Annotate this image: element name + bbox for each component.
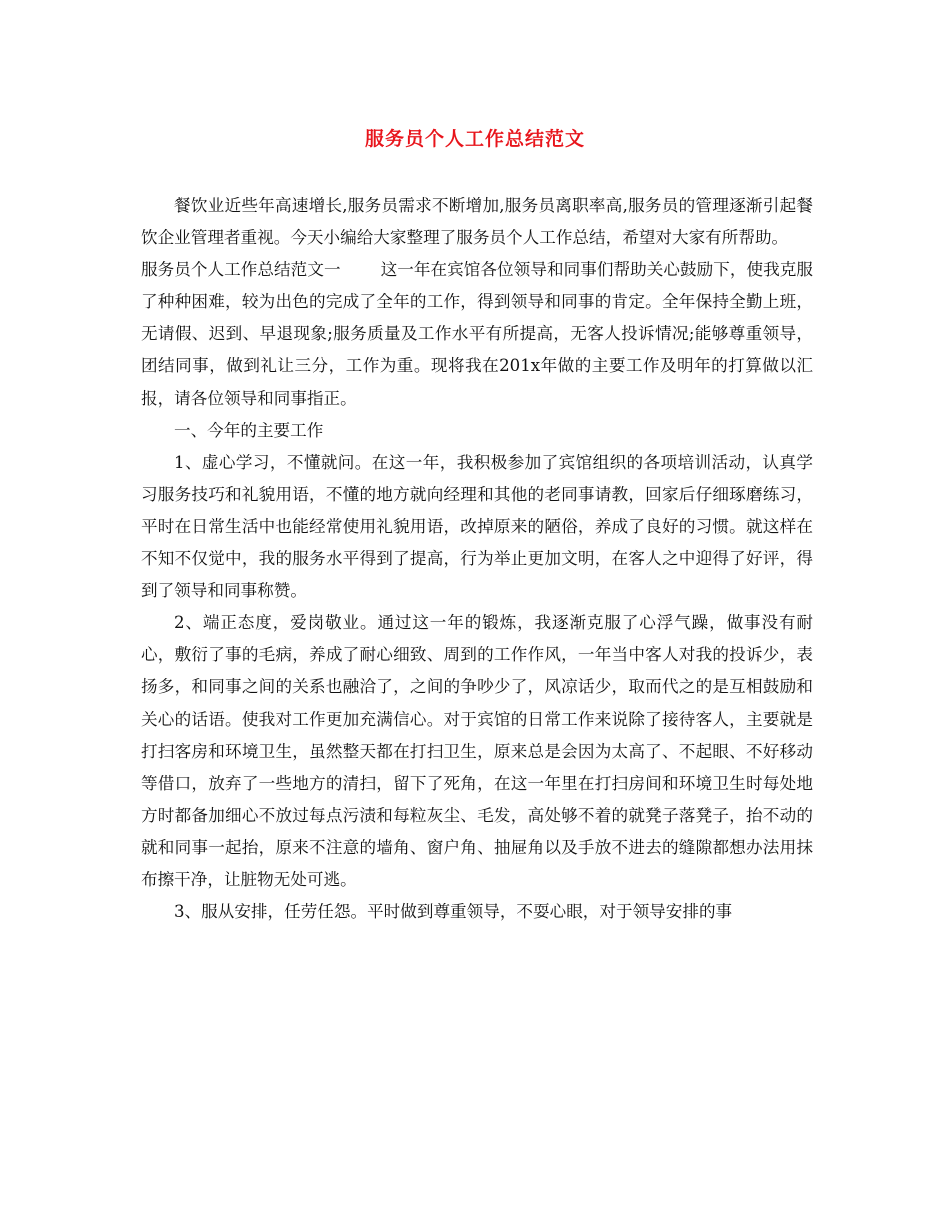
document-title: 服务员个人工作总结范文 (364, 128, 585, 150)
document-body (141, 190, 813, 928)
section-label: 服务员个人工作总结范文一 (141, 260, 341, 280)
item-paragraph-2: 2、端正态度，爱岗敬业。通过这一年的锻炼，我逐渐克服了心浮气躁，做事没有耐心，敷衍了事的毛病，养成了耐心细致、周到的工作作风，一年当中客人对我的投诉少，表扬多，和同事之间的关系也融洽了，之间的争吵少了，风凉话少，取而代之的是互相鼓励和关心的话语。使我对工作更加充满信心。对于宾馆的日常工作来说除了接待客人，主要就是打扫客房和环境卫生，虽然整天都在打扫卫生，原来总是会因为太高了、不起眼、不好移动等借口，放弃了一些地方的清扫，留下了死角，在这一年里在打扫房间和环境卫生时每处地方时都备加细心不放过每点污渍和每粒灰尘、毛发，高处够不着的就凳子落凳子，抬不动的就和同事一起抬，原来不注意的墙角、窗户角、抽屉角以及手放不进去的缝隙都想办法用抹布擦干净，让脏物无处可逃。 (141, 613, 813, 889)
intro-paragraph: 餐饮业近些年高速增长,服务员需求不断增加,服务员离职率高,服务员的管理逐渐引起餐饮企业管理者重视。今天小编给大家整理了服务员个人工作总结，希望对大家有所帮助。 (141, 196, 813, 248)
heading-main-work: 一、今年的主要工作 (174, 420, 324, 440)
section-paragraph (141, 254, 813, 414)
item-paragraph-1: 1、虚心学习，不懂就问。在这一年，我积极参加了宾馆组织的各项培训活动，认真学习服务技巧和礼貌用语，不懂的地方就向经理和其他的老同事请教，回家后仔细琢磨练习，平时在日常生活中也能经常使用礼貌用语，改掉原来的陋俗，养成了良好的习惯。就这样在不知不仅觉中，我的服务水平得到了提高，行为举止更加文明，在客人之中迎得了好评，得到了领导和同事称赞。 (141, 452, 813, 601)
item-paragraph-3: 3、服从安排，任劳任怨。平时做到尊重领导，不耍心眼，对于领导安排的事 (174, 902, 733, 922)
section-opening: 这一年在宾馆各位领导和同事们帮助关心鼓励下，使我克服了种种困难，较为出色的完成了全年的工作，得到领导和同事的肯定。全年保持全勤上班，无请假、迟到、早退现象;服务质量及工作水平有所提高，无客人投诉情况;能够尊重领导，团结同事，做到礼让三分，工作为重。现将我在201x年做的主要工作及明年的打算做以汇报，请各位领导和同事指正。 (141, 260, 814, 408)
